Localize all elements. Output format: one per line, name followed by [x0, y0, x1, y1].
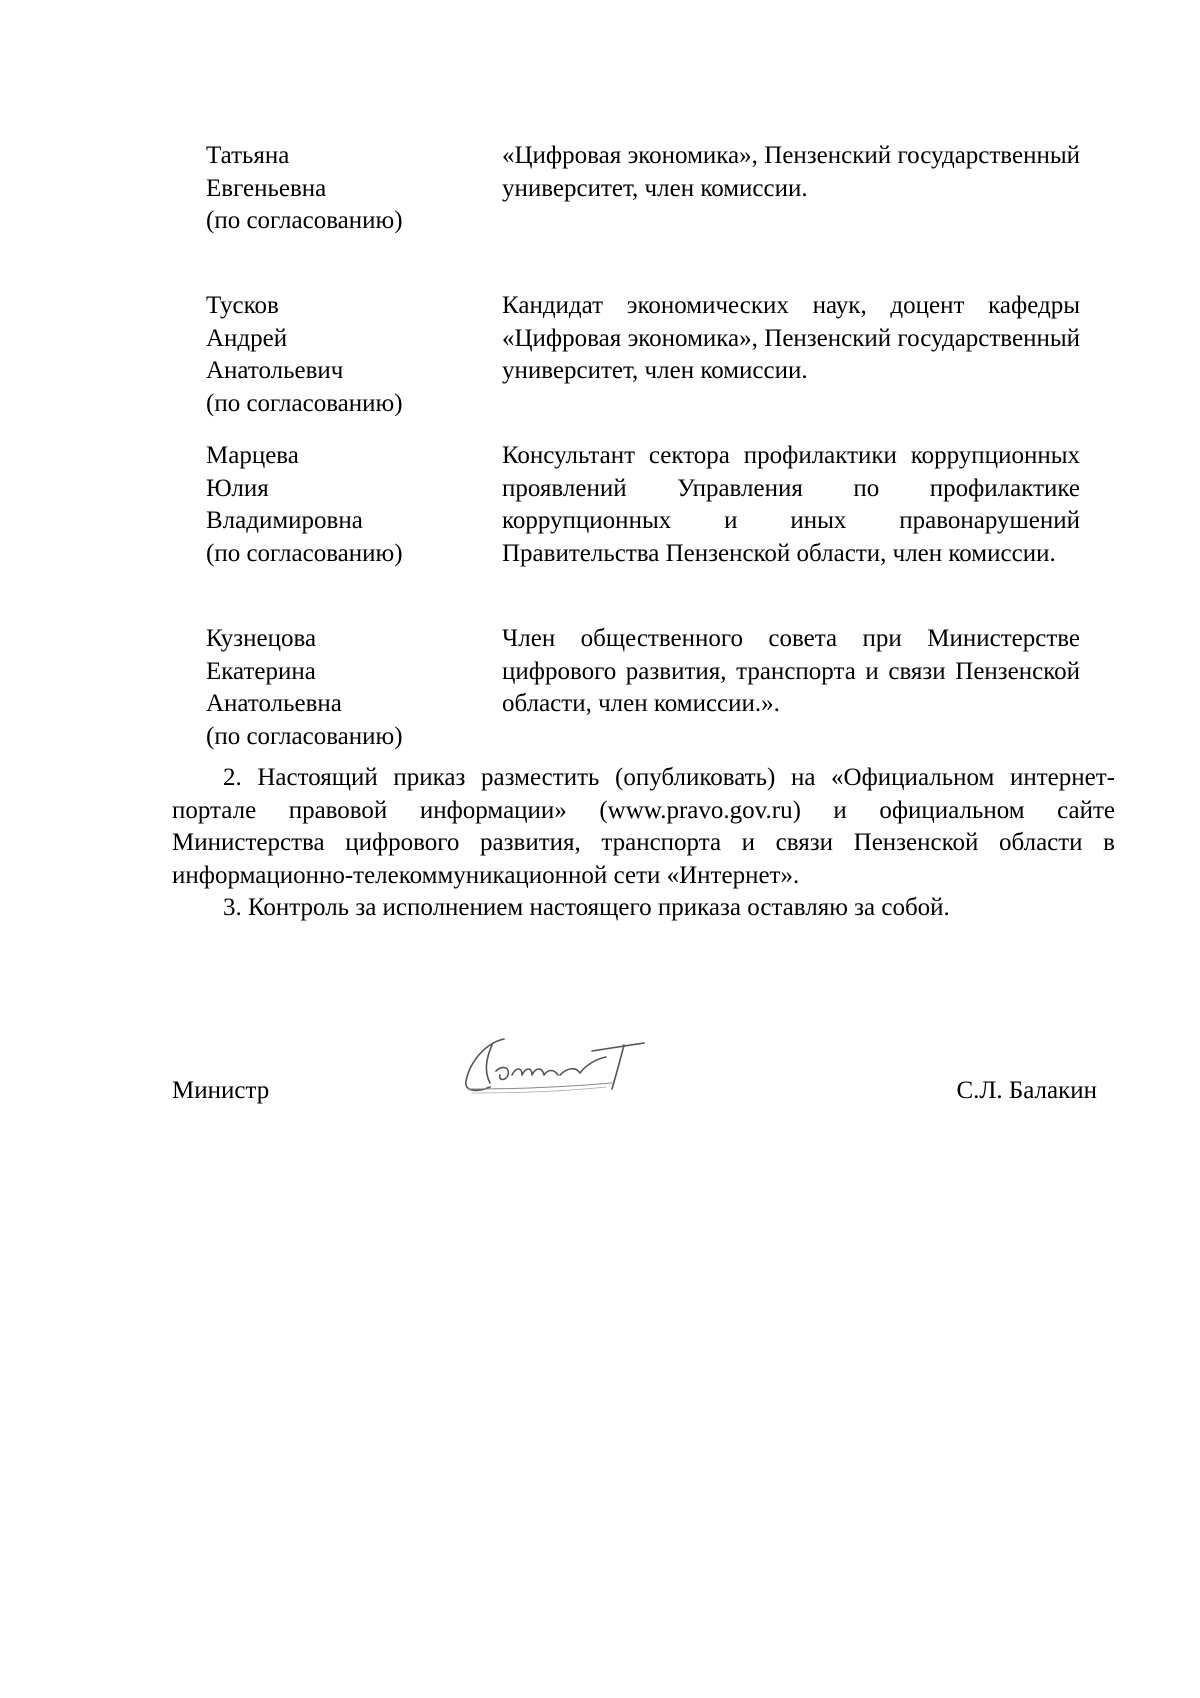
signatory-title: Министр — [172, 1077, 270, 1104]
member-name-line: (по согласованию) — [206, 389, 403, 417]
signatory-name: С.Л. Балакин — [956, 1077, 1097, 1104]
member-name-line: Анатольевич — [206, 357, 344, 384]
member-name — [206, 440, 502, 570]
member-name-line: Андрей — [206, 324, 288, 352]
member-name-line: Кузнецова — [206, 625, 317, 652]
member-name-line: Евгеньевна — [206, 174, 327, 202]
member-name-line: (по согласованию) — [206, 207, 403, 234]
commission-member-1 — [206, 140, 1081, 238]
commission-member-4 — [206, 623, 1081, 753]
member-description: Кандидат экономических наук, доцент кафедры «Цифровая экономика», Пензенский государственный университет, член комиссии. — [502, 292, 1080, 384]
member-description: Консультант сектора профилактики коррупционных проявлений Управления по профилактике коррупционных и иных правонарушений Правительства Пензенской области, член комиссии. — [502, 442, 1080, 567]
member-name-line: (по согласованию) — [206, 722, 403, 750]
paragraph-publication: 2. Настоящий приказ разместить (опубликовать) на «Официальном интернет-портале правовой информации» (www.pravo.gov.ru) и официальном сайте Министерства цифрового развития, транспорта и связи Пензенской области в информационно-телекоммуникационной сети «Интернет». — [172, 764, 1115, 889]
member-description: «Цифровая экономика», Пензенский государственный университет, член комиссии. — [502, 142, 1080, 202]
member-name — [206, 140, 502, 238]
member-name — [206, 290, 502, 420]
member-description: Член общественного совета при Министерстве цифрового развития, транспорта и связи Пензенской области, член комиссии.». — [502, 625, 1080, 717]
member-name-line: Владимировна — [206, 507, 363, 534]
paragraph-control: 3. Контроль за исполнением настоящего приказа оставляю за собой. — [223, 894, 950, 921]
signature-block — [172, 1075, 1097, 1115]
member-name-line: Юлия — [206, 474, 269, 502]
member-name-line: Татьяна — [206, 142, 290, 169]
commission-member-2 — [206, 290, 1081, 420]
commission-member-3 — [206, 440, 1081, 570]
member-name-line: Марцева — [206, 442, 299, 469]
member-name-line: (по согласованию) — [206, 539, 403, 567]
member-name-line: Анатольевна — [206, 690, 342, 717]
member-name-line: Екатерина — [206, 657, 316, 685]
handwritten-signature — [456, 1031, 646, 1103]
member-name — [206, 623, 502, 753]
member-name-line: Тусков — [206, 292, 279, 319]
